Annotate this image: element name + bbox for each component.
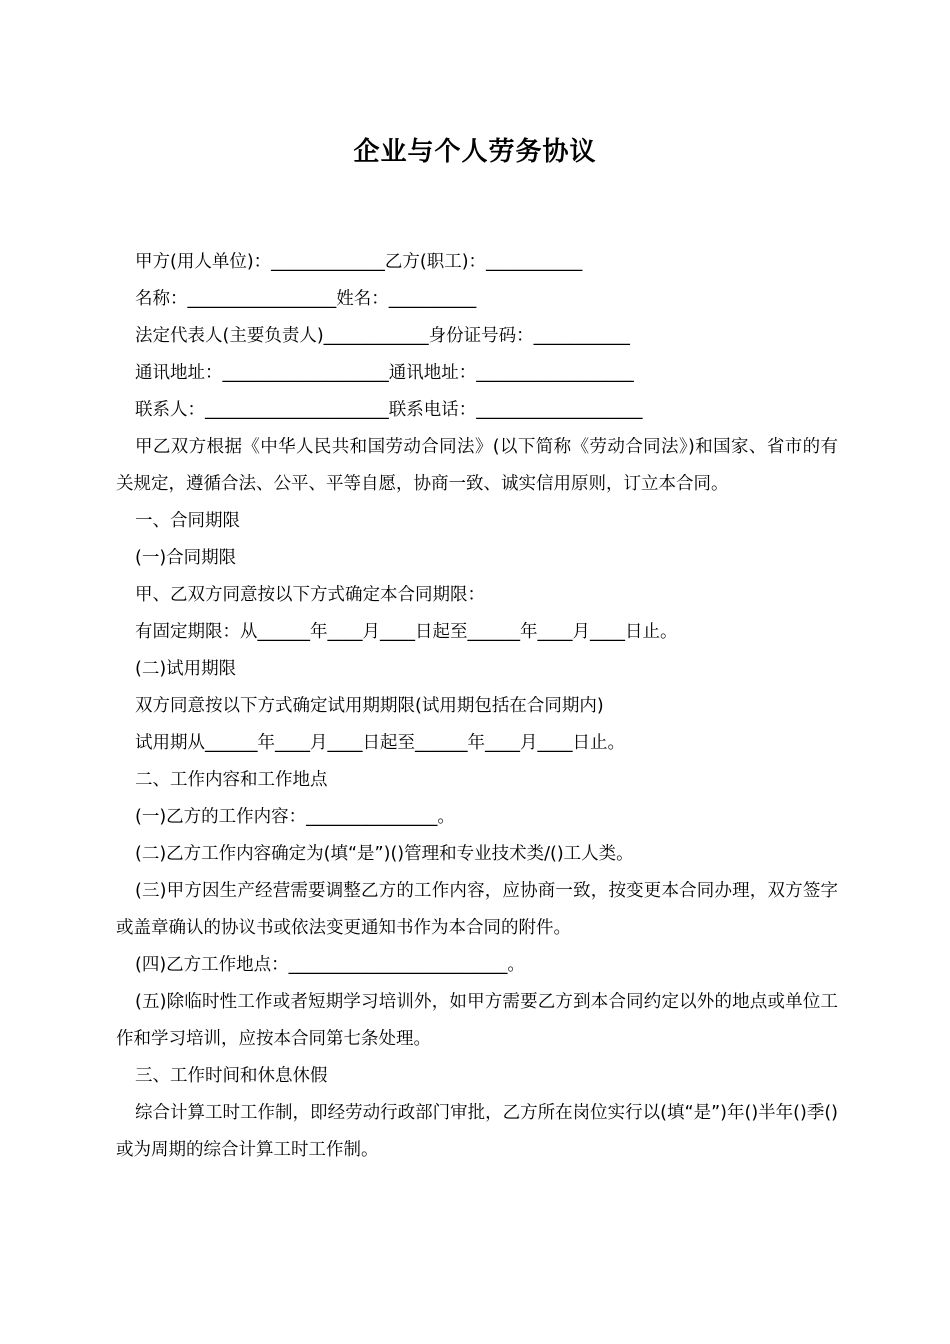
section-heading-work-content: 二、工作内容和工作地点 — [135, 770, 328, 790]
external-work-paragraph: (五)除临时性工作或者短期学习培训外，如甲方需要乙方到本合同约定以外的地点或单位工作和学习培训，应按本合同第七条处理。 — [116, 992, 838, 1049]
probation-intro: 双方同意按以下方式确定试用期期限(试用期包括在合同期内) — [135, 696, 604, 716]
contact-line: 联系人：_____________________联系电话：___________________ — [135, 400, 643, 420]
work-adjustment-paragraph: (三)甲方因生产经营需要调整乙方的工作内容，应协商一致，按变更本合同办理，双方签字或盖章确认的协议书或依法变更通知书作为本合同的附件。 — [116, 881, 838, 938]
subsection-probation: (二)试用期限 — [135, 659, 237, 679]
party-line: 甲方(用人单位)：_____________乙方(职工)：___________ — [135, 252, 583, 272]
work-content-line: (一)乙方的工作内容：_______________。 — [135, 807, 455, 827]
legal-representative-line: 法定代表人(主要负责人)____________身份证号码：___________ — [135, 326, 630, 346]
fixed-term-line: 有固定期限：从______年____月____日起至______年____月____日止。 — [135, 622, 678, 642]
section-heading-contract-term: 一、合同期限 — [135, 511, 240, 531]
probation-period-line: 试用期从______年____月____日起至______年____月____日止。 — [135, 733, 625, 753]
contract-term-intro: 甲、乙双方同意按以下方式确定本合同期限： — [135, 585, 485, 605]
name-line: 名称：_________________姓名：__________ — [135, 289, 477, 309]
address-line: 通讯地址：___________________通讯地址：__________________ — [135, 363, 634, 383]
work-location-line: (四)乙方工作地点：_________________________。 — [135, 955, 525, 975]
section-heading-working-hours: 三、工作时间和休息休假 — [135, 1066, 328, 1086]
preamble-paragraph: 甲乙双方根据《中华人民共和国劳动合同法》(以下简称《劳动合同法》)和国家、省市的有关规定，遵循合法、公平、平等自愿，协商一致、诚实信用原则，订立本合同。 — [116, 437, 838, 494]
work-category-line: (二)乙方工作内容确定为(填“是”)()管理和专业技术类/()工人类。 — [135, 844, 634, 864]
subsection-contract-term: (一)合同期限 — [135, 548, 237, 568]
document-body — [116, 244, 838, 1169]
working-hours-paragraph: 综合计算工时工作制，即经劳动行政部门审批，乙方所在岗位实行以(填“是”)年()半年()季()或为周期的综合计算工时工作制。 — [116, 1103, 838, 1160]
document-title: 企业与个人劳务协议 — [353, 137, 597, 167]
